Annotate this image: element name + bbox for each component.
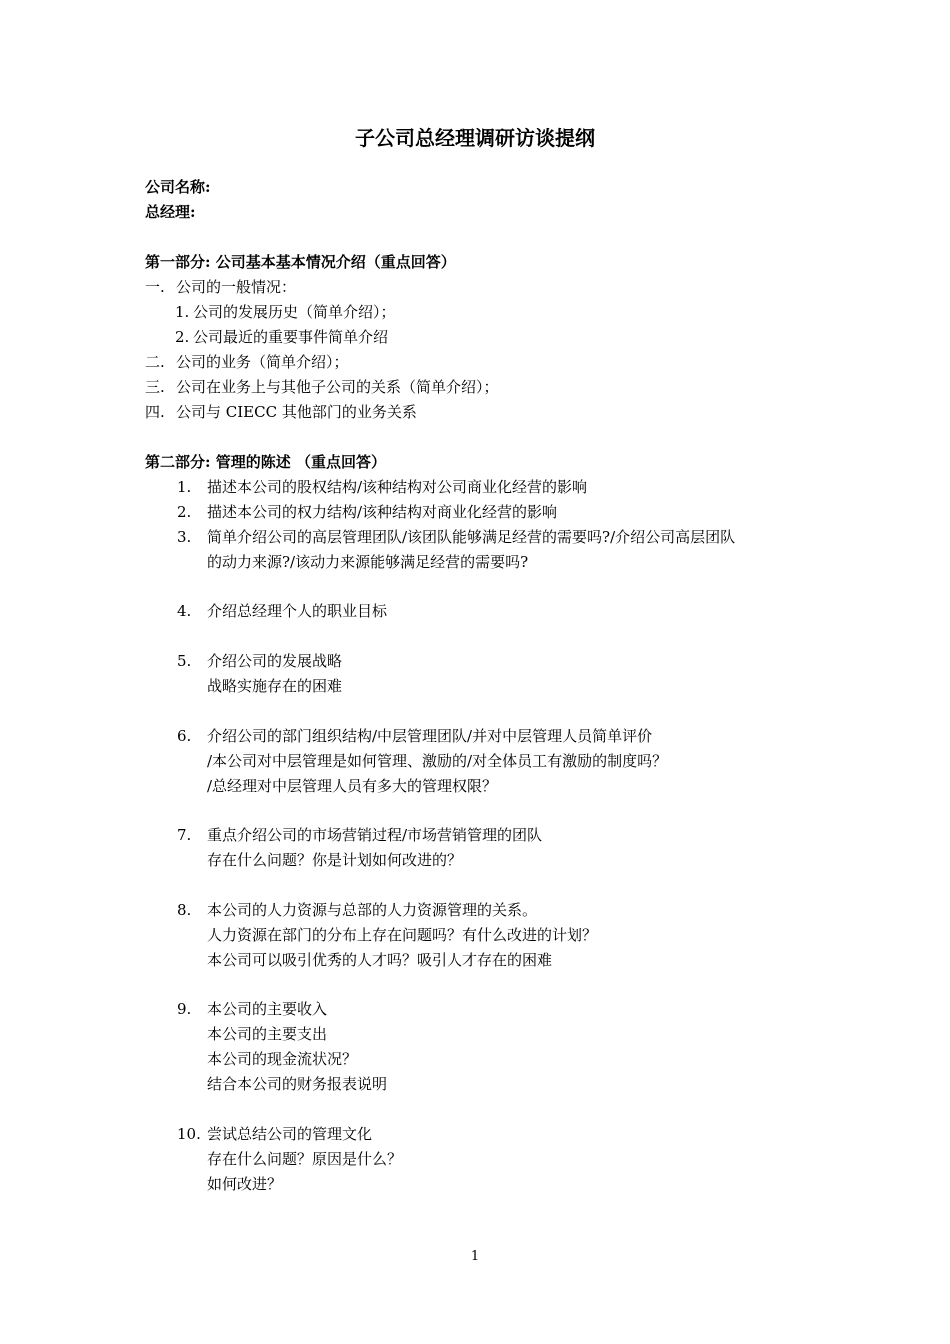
list-marker: 1. <box>175 303 190 321</box>
list-item: 介绍公司的部门组织结构/中层管理团队/并对中层管理人员简单评价 <box>207 727 653 745</box>
list-item: 公司的业务（简单介绍）； <box>176 353 349 371</box>
list-item-continuation: /总经理对中层管理人员有多大的管理权限？ <box>207 777 498 795</box>
company-name-label: 公司名称: <box>145 178 211 196</box>
list-marker: 三. <box>145 378 165 396</box>
list-item-continuation: 如何改进？ <box>207 1175 283 1193</box>
part1-heading: 第一部分: 公司基本基本情况介绍（重点回答） <box>145 253 456 271</box>
list-marker: 一. <box>145 278 165 296</box>
list-marker: 二. <box>145 353 165 371</box>
list-item-continuation: 本公司可以吸引优秀的人才吗？吸引人才存在的困难 <box>207 951 553 969</box>
list-marker: 四. <box>145 403 165 421</box>
list-item: 介绍总经理个人的职业目标 <box>207 602 388 620</box>
list-item: 重点介绍公司的市场营销过程/市场营销管理的团队 <box>207 826 543 844</box>
list-item: 尝试总结公司的管理文化 <box>207 1125 373 1143</box>
list-item-continuation: 的动力来源?/该动力来源能够满足经营的需要吗? <box>207 553 529 571</box>
list-item: 介绍公司的发展战略 <box>207 652 343 670</box>
list-marker: 9. <box>177 1000 192 1018</box>
page-title: 子公司总经理调研访谈提纲 <box>355 126 595 150</box>
list-marker: 5. <box>177 652 192 670</box>
page-number: 1 <box>470 1249 480 1264</box>
list-item-continuation: 人力资源在部门的分布上存在问题吗？有什么改进的计划？ <box>207 926 598 944</box>
list-item-continuation: 本公司的现金流状况？ <box>207 1050 358 1068</box>
list-marker: 6. <box>177 727 192 745</box>
list-item: 公司与 CIECC 其他部门的业务关系 <box>176 403 417 421</box>
list-item-continuation: 结合本公司的财务报表说明 <box>207 1075 388 1093</box>
list-marker: 1. <box>177 478 192 496</box>
list-item-continuation: 战略实施存在的困难 <box>207 677 343 695</box>
list-marker: 7. <box>177 826 192 844</box>
list-item: 公司的发展历史（简单介绍）； <box>193 303 396 321</box>
list-marker: 3. <box>177 528 192 546</box>
list-item-continuation: 存在什么问题？你是计划如何改进的？ <box>207 851 463 869</box>
list-item: 公司的一般情况： <box>176 278 297 296</box>
list-item: 描述本公司的股权结构/该种结构对公司商业化经营的影响 <box>207 478 588 496</box>
list-marker: 4. <box>177 602 192 620</box>
list-item: 公司在业务上与其他子公司的关系（简单介绍）； <box>176 378 499 396</box>
list-item: 简单介绍公司的高层管理团队/该团队能够满足经营的需要吗?/介绍公司高层团队 <box>207 528 736 546</box>
list-marker: 8. <box>177 901 192 919</box>
list-marker: 2. <box>175 328 190 346</box>
list-item-continuation: 本公司的主要支出 <box>207 1025 328 1043</box>
general-manager-label: 总经理: <box>145 203 196 221</box>
list-item-continuation: 存在什么问题？原因是什么？ <box>207 1150 403 1168</box>
list-item: 公司最近的重要事件简单介绍 <box>193 328 389 346</box>
list-item: 本公司的人力资源与总部的人力资源管理的关系。 <box>207 901 538 919</box>
part2-heading: 第二部分: 管理的陈述 （重点回答） <box>145 453 386 471</box>
list-item-continuation: /本公司对中层管理是如何管理、激励的/对全体员工有激励的制度吗？ <box>207 752 668 770</box>
list-item: 本公司的主要收入 <box>207 1000 328 1018</box>
list-marker: 10. <box>177 1125 201 1143</box>
list-item: 描述本公司的权力结构/该种结构对商业化经营的影响 <box>207 503 558 521</box>
list-marker: 2. <box>177 503 192 521</box>
